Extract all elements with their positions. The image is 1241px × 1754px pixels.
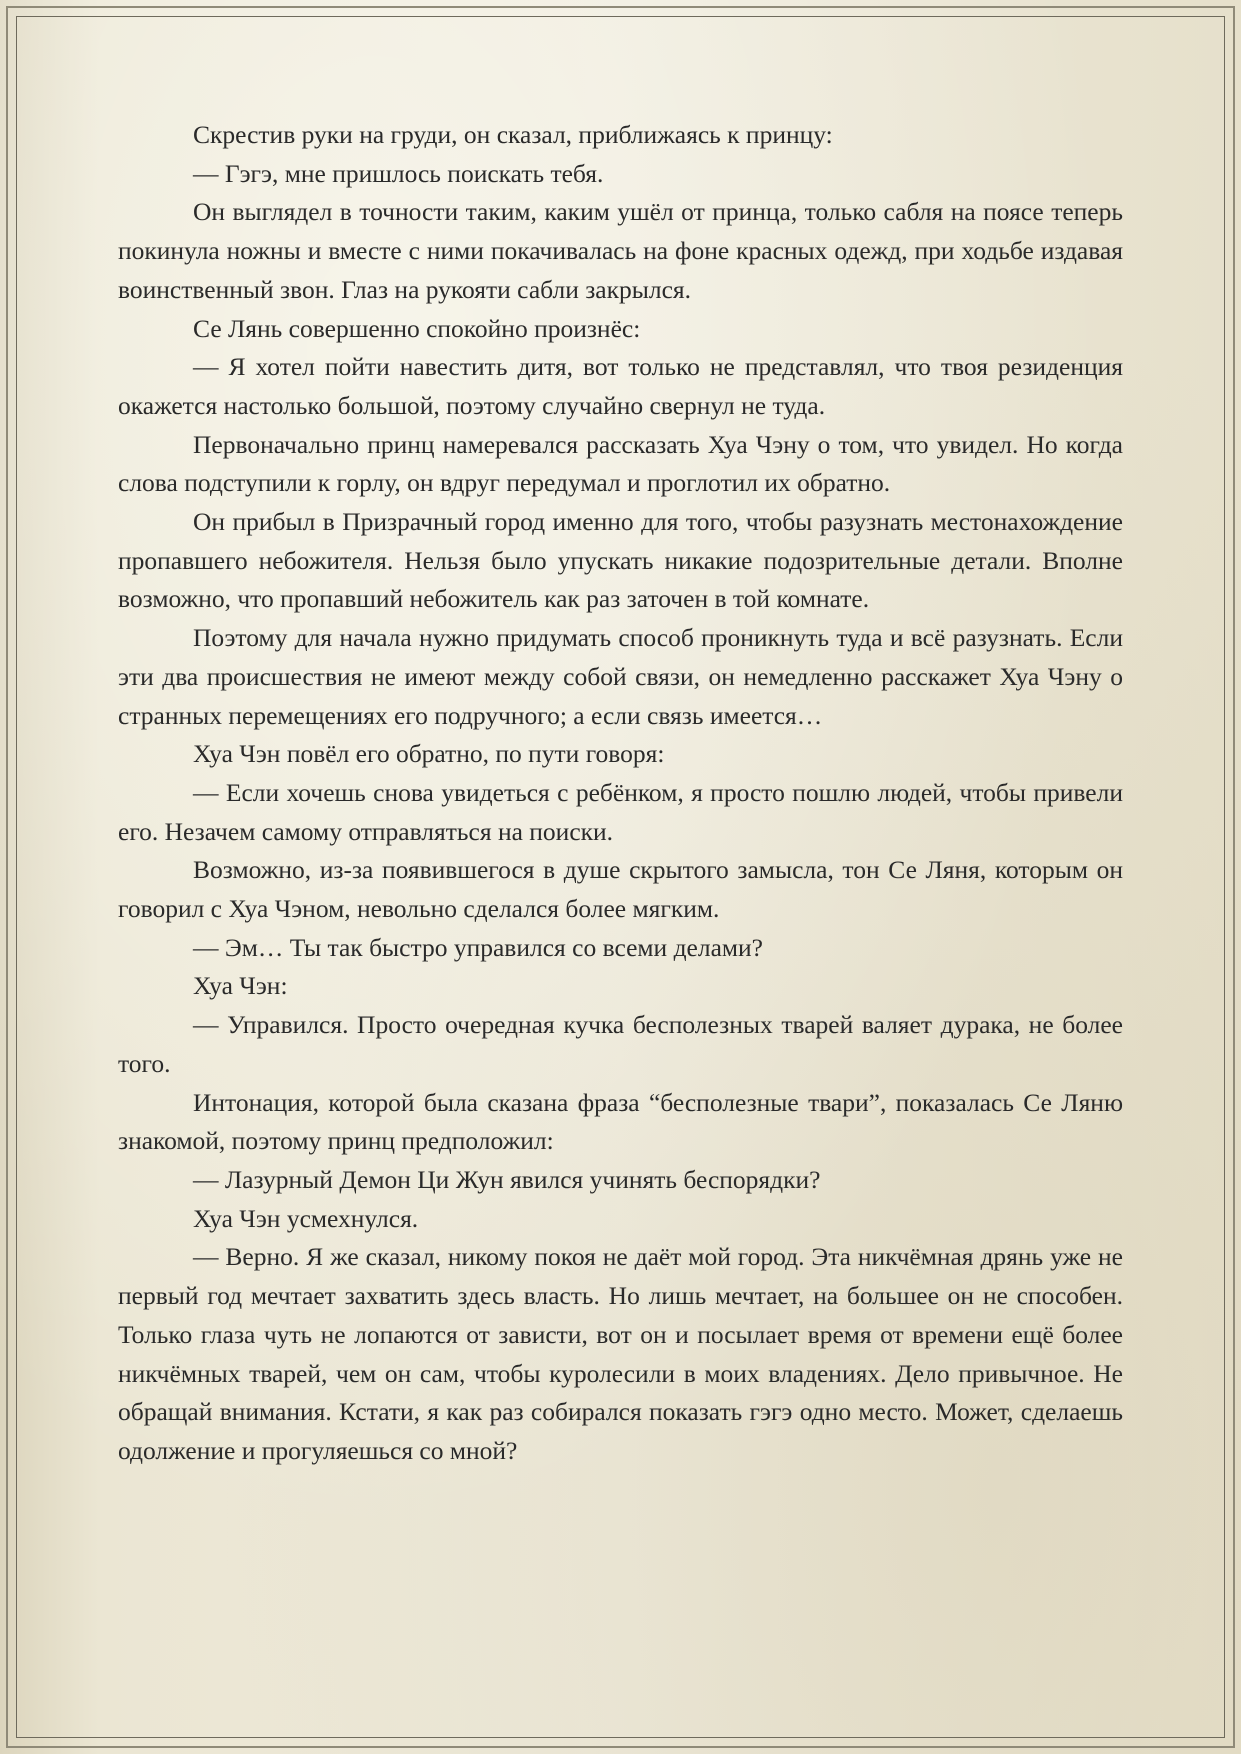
paragraph: — Гэгэ, мне пришлось поискать тебя.	[193, 158, 604, 188]
paragraph: — Эм… Ты так быстро управился со всеми делами?	[193, 932, 764, 962]
paragraph: Интонация, которой была сказана фраза “бесполезные твари”, показалась Се Ляню знакомой, поэтому принц предположил:	[118, 1087, 1123, 1156]
page-text	[118, 116, 1123, 1471]
paragraph: Первоначально принц намеревался рассказать Хуа Чэну о том, что увидел. Но когда слова подступили к горлу, он вдруг передумал и проглотил их обратно.	[118, 429, 1123, 498]
paragraph: — Управился. Просто очередная кучка бесполезных тварей валяет дурака, не более того.	[118, 1010, 1123, 1078]
paragraph: — Если хочешь снова увидеться с ребёнком, я просто пошлю людей, чтобы привели его. Незачем самому отправляться на поиски.	[118, 777, 1123, 846]
paragraph: Возможно, из-за появившегося в душе скрытого замысла, тон Се Ляня, которым он говорил с Хуа Чэном, невольно сделался более мягким.	[118, 855, 1123, 924]
paragraph: — Я хотел пойти навестить дитя, вот только не представлял, что твоя резиденция окажется настолько большой, поэтому случайно свернул не туда.	[118, 352, 1123, 420]
paragraph: Скрестив руки на груди, он сказал, приближаясь к принцу:	[193, 120, 833, 149]
paragraph: Он прибыл в Призрачный город именно для того, чтобы разузнать местонахождение пропавшего небожителя. Нельзя было упускать никакие подозрительные детали. Вполне возможно, что пропавший небожитель как раз заточен в той комнате.	[118, 507, 1123, 614]
paragraph: Хуа Чэн:	[193, 971, 288, 1001]
paragraph: Хуа Чэн повёл его обратно, по пути говоря:	[193, 739, 665, 769]
paragraph: Хуа Чэн усмехнулся.	[193, 1203, 419, 1233]
paragraph: Се Лянь совершенно спокойно произнёс:	[193, 313, 641, 343]
paragraph: Поэтому для начала нужно придумать способ проникнуть туда и всё разузнать. Если эти два происшествия не имеют между собой связи, он немедленно расскажет Хуа Чэну о странных перемещениях его подручного; а если связь имеется…	[118, 623, 1123, 730]
paragraph: — Лазурный Демон Ци Жун явился учинять беспорядки?	[193, 1164, 821, 1194]
paragraph: — Верно. Я же сказал, никому покоя не даёт мой город. Эта никчёмная дрянь уже не первый год мечтает захватить здесь власть. Но лишь мечтает, на большее он не способен. Только глаза чуть не лопаются от зависти, вот он и посылает время от времени ещё более никчёмных тварей, чем он сам, чтобы куролесили в моих владениях. Дело привычное. Не обращай внимания. Кстати, я как раз собирался показать гэгэ одно место. Может, сделаешь одолжение и прогуляешься со мной?	[118, 1242, 1123, 1465]
paragraph: Он выглядел в точности таким, каким ушёл от принца, только сабля на поясе теперь покинула ножны и вместе с ними покачивалась на фоне красных одежд, при ходьбе издавая воинственный звон. Глаз на рукояти сабли закрылся.	[118, 197, 1123, 304]
